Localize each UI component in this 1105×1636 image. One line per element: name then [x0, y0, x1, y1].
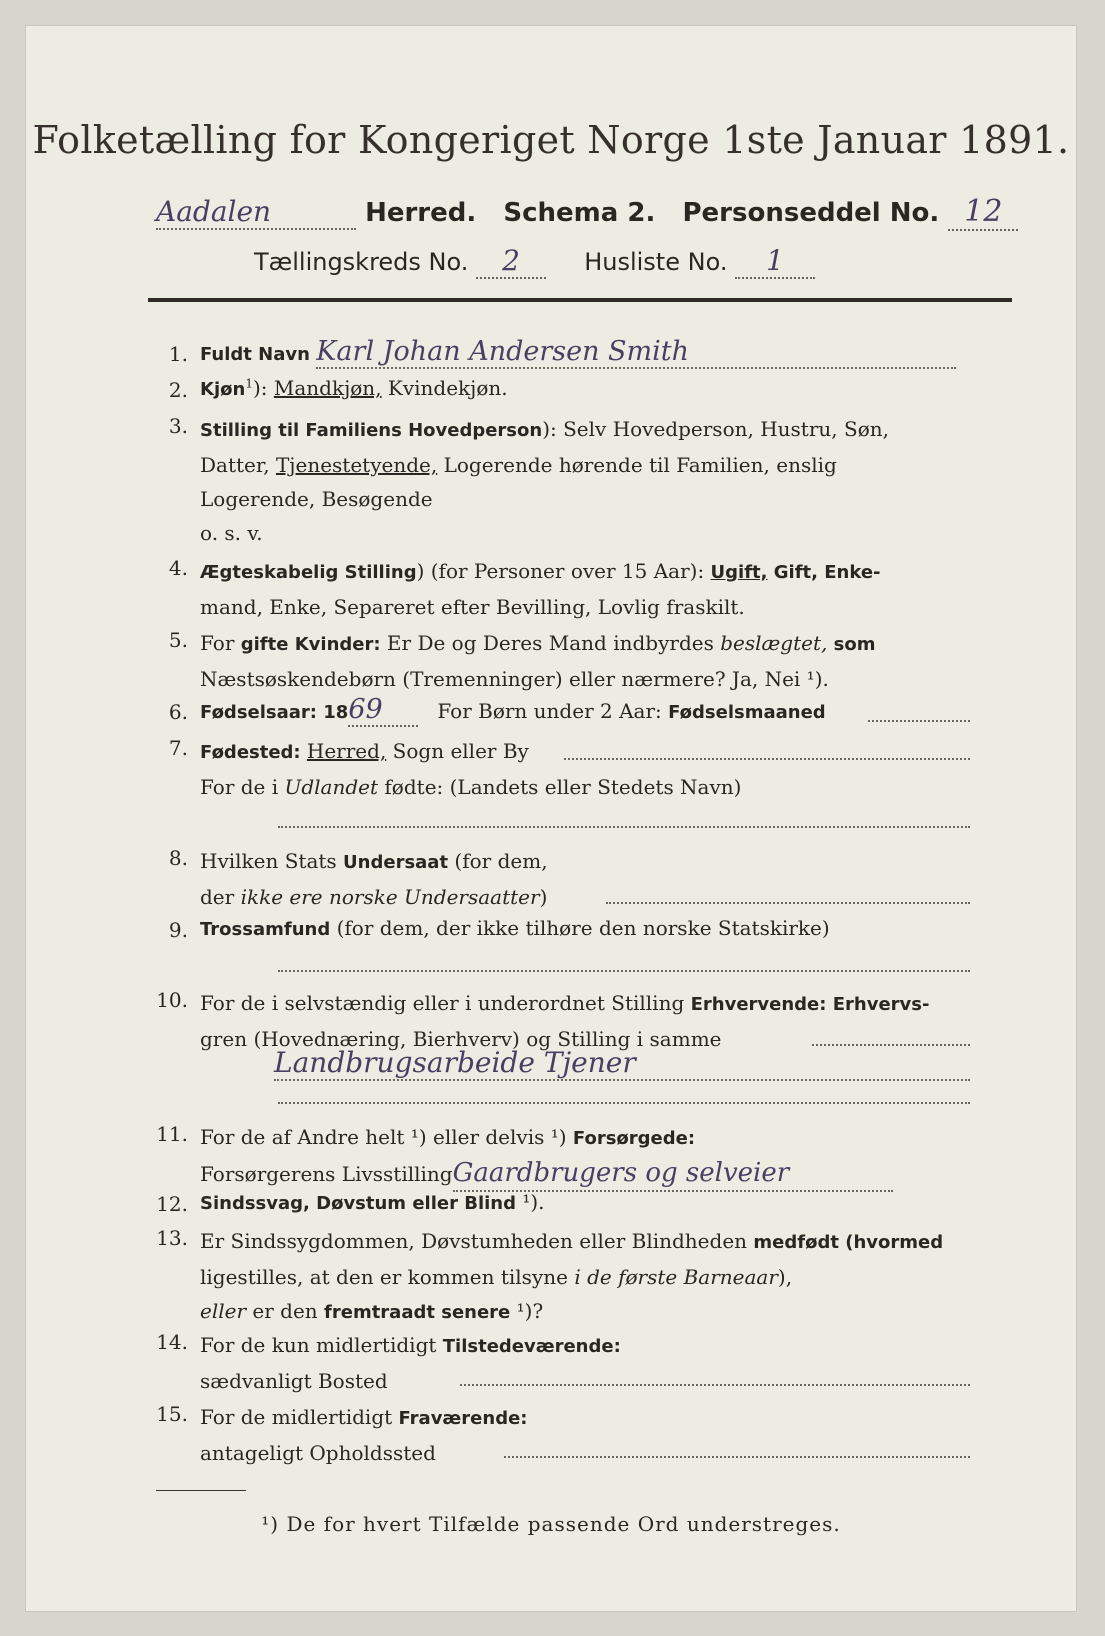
personseddel-value: 12	[948, 194, 1018, 231]
item-2-option-male: Mandkjøn,	[273, 376, 382, 400]
item-12-number: 12.	[156, 1192, 188, 1216]
item-8-number: 8.	[168, 846, 188, 870]
item-4-label: Ægteskabelig Stilling	[200, 562, 417, 583]
item-15-temporary-absent	[200, 1400, 1012, 1470]
kreds-label: Tællingskreds No.	[254, 248, 469, 276]
item-2-option-female: Kvindekjøn.	[381, 376, 508, 400]
item-3-line2-b: Logerende hørende til Familien, enslig	[437, 453, 837, 477]
census-form-page	[26, 26, 1076, 1611]
item-15-number: 15.	[156, 1402, 188, 1426]
item-6-label: Fødselsaar: 18	[200, 702, 349, 723]
item-6-number: 6.	[168, 700, 188, 724]
item-13-g: eller	[200, 1299, 247, 1323]
item-13-d: ligestilles, at den er kommen tilsyne	[200, 1265, 575, 1289]
item-5-e: som	[827, 634, 876, 655]
item-3-family-position	[200, 412, 1012, 550]
item-8-c: (for dem,	[448, 849, 548, 873]
item-11-dependents	[200, 1120, 1012, 1192]
item-14-number: 14.	[156, 1330, 188, 1354]
item-7-line3	[278, 826, 970, 828]
item-4-line2: mand, Enke, Separeret efter Bevilling, Lovlig fraskilt.	[200, 595, 745, 619]
item-12-disability	[200, 1190, 1012, 1214]
item-10-b: Erhvervende:	[690, 994, 827, 1015]
item-4-line1: ) (for Personer over 15 Aar):	[416, 559, 711, 583]
item-15-b: Fraværende:	[398, 1408, 528, 1429]
footnote-divider	[156, 1490, 246, 1491]
item-8-b: Undersaat	[343, 852, 449, 873]
item-9-number: 9.	[168, 918, 188, 942]
item-13-i: fremtraadt senere	[324, 1302, 511, 1323]
item-9-label: Trossamfund	[200, 919, 331, 940]
item-7-l2a: For de i	[200, 775, 285, 799]
item-7-label: Fødested:	[200, 742, 307, 763]
item-13-e: i de første Barneaar	[574, 1265, 778, 1289]
item-12-label: Sindssvag, Døvstum eller Blind	[200, 1193, 516, 1214]
item-1-label: Fuldt Navn	[200, 344, 310, 365]
item-3-option-servant: Tjenestetyende,	[275, 453, 438, 477]
item-8-e: ikke ere norske Undersaatter	[240, 885, 540, 909]
item-2-sep: ):	[252, 376, 274, 400]
item-14-temporary-present	[200, 1328, 1012, 1398]
item-14-b: Tilstedeværende:	[442, 1336, 621, 1357]
item-8-d: der	[200, 885, 241, 909]
item-13-c: (hvormed	[838, 1232, 944, 1253]
item-2-gender	[200, 376, 1012, 400]
item-13-j: ¹)?	[510, 1299, 544, 1323]
item-10-a: For de i selvstændig eller i underordnet Stilling	[200, 991, 691, 1015]
item-8-f: )	[539, 885, 548, 909]
item-1-value: Karl Johan Andersen Smith	[316, 336, 956, 369]
item-3-number: 3.	[168, 414, 188, 438]
item-12-rest: ¹).	[515, 1190, 545, 1214]
item-1-full-name	[200, 336, 1012, 369]
herred-value: Aadalen	[156, 195, 356, 230]
header-divider	[148, 298, 1012, 302]
item-5-married-women	[200, 626, 1012, 696]
item-7-line1	[564, 758, 970, 760]
item-7-l2c: fødte: (Landets eller Stedets Navn)	[378, 775, 742, 799]
item-3-line2-a: Datter,	[200, 453, 276, 477]
item-13-b: medfødt	[753, 1232, 839, 1253]
item-5-number: 5.	[168, 628, 188, 652]
item-3-line3: Logerende, Besøgende	[200, 487, 433, 511]
schema-label: Schema 2.	[503, 198, 656, 228]
item-2-label: Kjøn	[200, 379, 246, 400]
item-6-month-line	[868, 720, 970, 722]
kreds-value: 2	[476, 244, 546, 279]
husliste-value: 1	[735, 244, 815, 279]
item-5-d: beslægtet,	[720, 631, 828, 655]
item-5-a: For	[200, 631, 241, 655]
item-10-c: Erhvervs-	[826, 994, 930, 1015]
item-7-birthplace	[200, 734, 1012, 804]
item-13-number: 13.	[156, 1226, 188, 1250]
item-13-a: Er Sindssygdommen, Døvstumheden eller Blindheden	[200, 1229, 754, 1253]
item-2-number: 2.	[168, 378, 188, 402]
item-15-line	[504, 1456, 970, 1458]
item-4-option-married: Gift, Enke-	[767, 562, 881, 583]
item-11-value: Gaardbrugers og selveier	[453, 1156, 893, 1192]
item-4-number: 4.	[168, 556, 188, 580]
item-1-number: 1.	[168, 342, 188, 366]
item-9-line	[278, 970, 970, 972]
item-6-birth-month-label: Fødselsmaaned	[668, 702, 826, 723]
item-11-a: For de af Andre helt ¹) eller delvis ¹)	[200, 1125, 573, 1149]
item-5-b: gifte Kvinder:	[240, 634, 381, 655]
item-14-line	[460, 1384, 970, 1386]
item-6-under2: For Børn under 2 Aar:	[437, 699, 669, 723]
footnote: ¹) De for hvert Tilfælde passende Ord understreges.	[261, 1512, 841, 1536]
kreds-husliste-row	[254, 244, 815, 279]
item-11-number: 11.	[156, 1122, 188, 1146]
item-13-f: ),	[777, 1265, 793, 1289]
form-title: Folketælling for Kongeriget Norge 1ste Januar 1891.	[32, 118, 1070, 162]
item-7-number: 7.	[168, 736, 188, 760]
item-10-value: Landbrugsarbeide Tjener	[274, 1046, 970, 1081]
item-9-religion	[200, 916, 1012, 940]
item-2-footnote-ref: 1	[245, 376, 253, 391]
item-11-line2: Forsørgerens Livsstilling	[200, 1162, 453, 1186]
item-7-l2b: Udlandet	[284, 775, 379, 799]
item-11-b: Forsørgede:	[572, 1128, 696, 1149]
item-4-option-unmarried: Ugift,	[710, 562, 768, 583]
item-7-rest: Sogn eller By	[386, 739, 529, 763]
item-4-marital-status	[200, 554, 1012, 624]
item-15-a: For de midlertidigt	[200, 1405, 399, 1429]
item-14-line2: sædvanligt Bosted	[200, 1369, 388, 1393]
item-6-value: 69	[348, 694, 418, 727]
item-9-rest: (for dem, der ikke tilhøre den norske Statskirke)	[330, 916, 830, 940]
herred-schema-row	[156, 194, 1018, 231]
item-10-number: 10.	[156, 988, 188, 1012]
item-13-h: er den	[246, 1299, 325, 1323]
item-7-option-herred: Herred,	[306, 739, 387, 763]
item-8-line	[606, 902, 970, 904]
item-10-line4	[278, 1102, 970, 1104]
item-5-c: Er De og Deres Mand indbyrdes	[380, 631, 721, 655]
item-3-line1: ): Selv Hovedperson, Hustru, Søn,	[542, 417, 889, 441]
item-3-label: Stilling til Familiens Hovedperson	[200, 420, 543, 441]
item-3-line4: o. s. v.	[200, 521, 263, 545]
item-10-line2: gren (Hovednæring, Bierhverv) og Stilling i samme	[200, 1027, 722, 1051]
herred-label: Herred.	[365, 198, 477, 228]
item-8-a: Hvilken Stats	[200, 849, 344, 873]
item-14-a: For de kun midlertidigt	[200, 1333, 443, 1357]
item-6-birth-year	[200, 694, 1012, 727]
item-13-congenital	[200, 1224, 1012, 1330]
item-15-line2: antageligt Opholdssted	[200, 1441, 436, 1465]
personseddel-label: Personseddel No.	[682, 198, 940, 228]
item-5-line2: Næstsøskendebørn (Tremenninger) eller nærmere? Ja, Nei ¹).	[200, 667, 829, 691]
husliste-label: Husliste No.	[584, 248, 728, 276]
